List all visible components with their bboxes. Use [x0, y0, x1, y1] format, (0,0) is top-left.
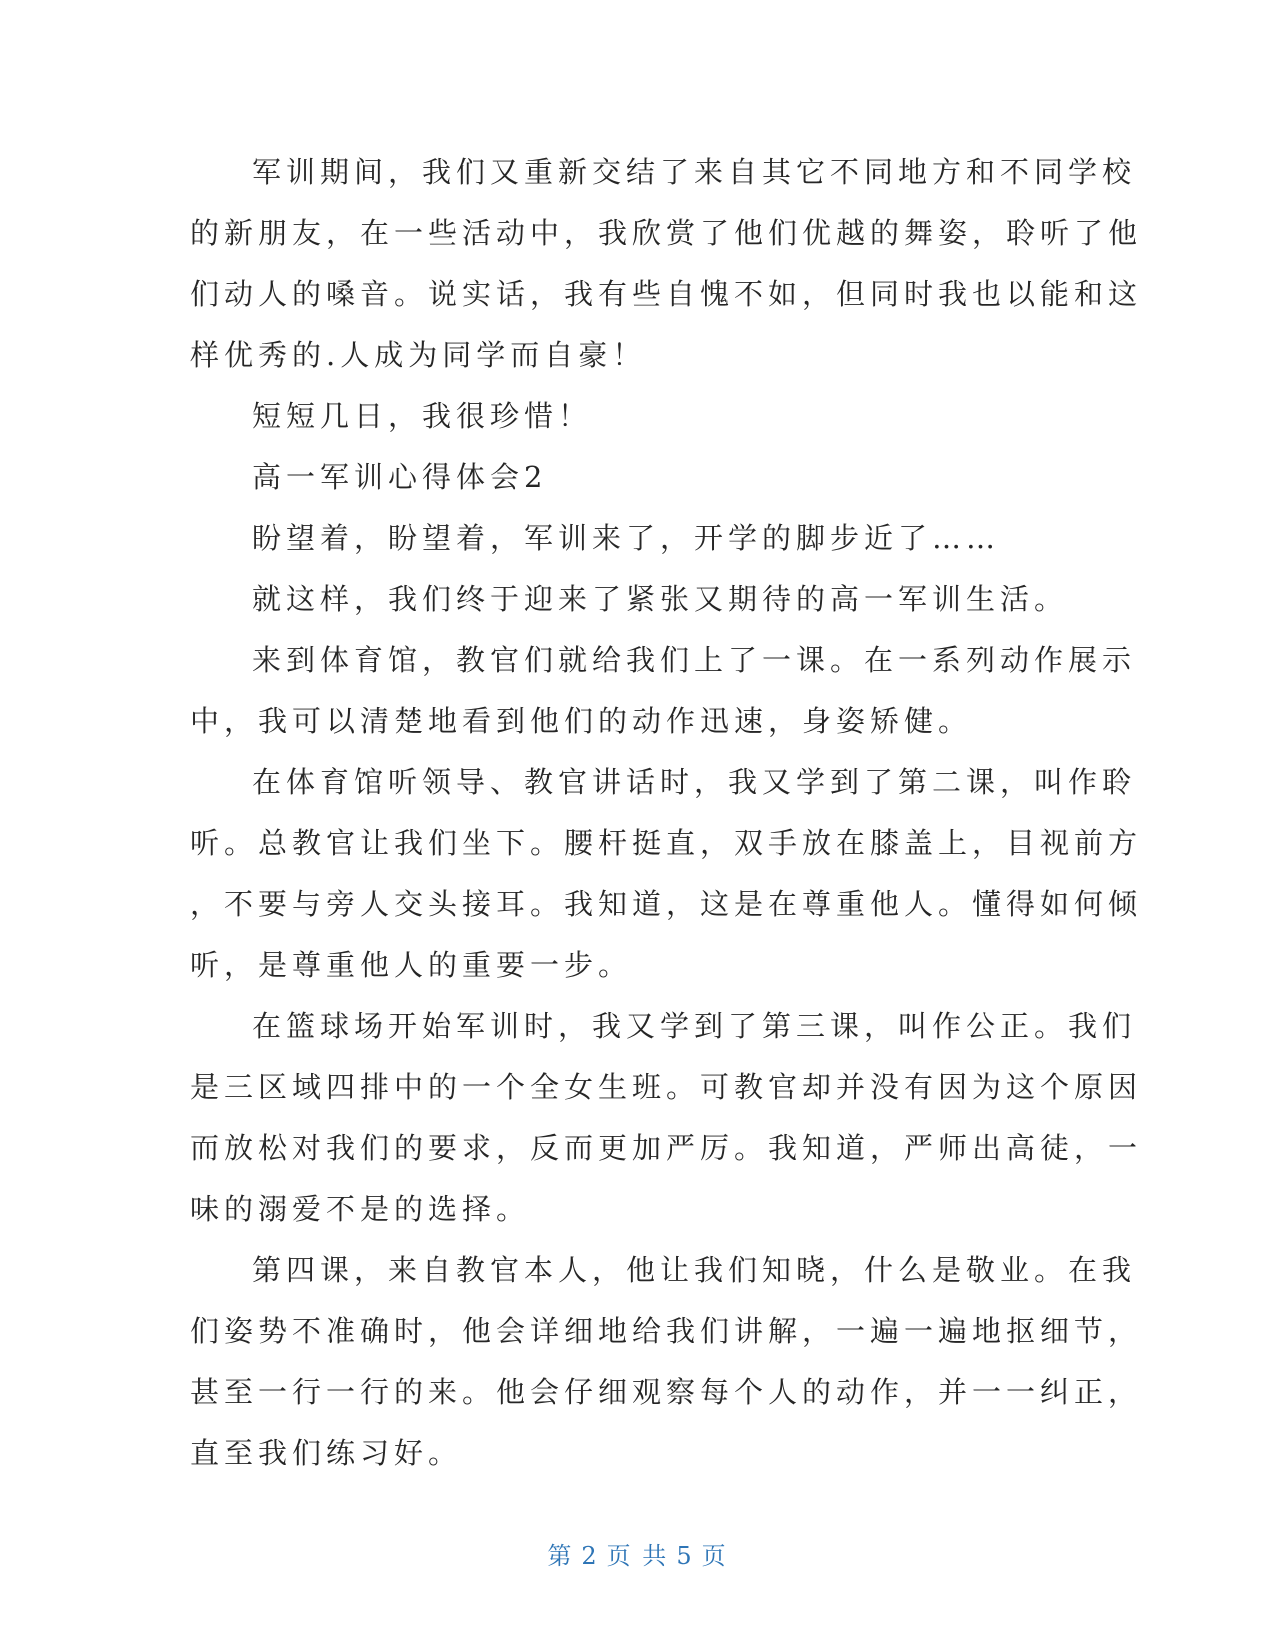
- paragraph: [190, 142, 1143, 386]
- paragraph: [190, 386, 1060, 447]
- paragraph: [190, 508, 1060, 569]
- text-line: 样优秀的.人成为同学而自豪！: [190, 338, 647, 372]
- text-line: 的新朋友，在一些活动中，我欣赏了他们优越的舞姿，聆听了他: [190, 216, 1143, 250]
- text-line: 盼望着，盼望着，军训来了，开学的脚步近了……: [252, 521, 1001, 555]
- text-line: 是三区域四排中的一个全女生班。可教官却并没有因为这个原因: [190, 1070, 1143, 1104]
- text-line: 中，我可以清楚地看到他们的动作迅速，身姿矫健。: [190, 704, 973, 738]
- footer-suffix: 页: [701, 1542, 728, 1570]
- text-line: 们动人的嗓音。说实话，我有些自愧不如，但同时我也以能和这: [190, 277, 1143, 311]
- text-line: 来到体育馆，教官们就给我们上了一课。在一系列动作展示: [252, 643, 1137, 677]
- footer-middle: 页 共: [606, 1542, 669, 1570]
- text-line: 在篮球场开始军训时，我又学到了第三课，叫作公正。我们: [252, 1009, 1137, 1043]
- paragraph: [190, 569, 1069, 630]
- text-line: 直至我们练习好。: [190, 1436, 463, 1470]
- page-footer: [0, 1540, 1275, 1572]
- text-line: 而放松对我们的要求，反而更加严厉。我知道，严师出高徒，一: [190, 1131, 1143, 1165]
- current-page-number: 2: [581, 1542, 599, 1570]
- text-line: 甚至一行一行的来。他会仔细观察每个人的动作，并一一纠正，: [190, 1375, 1143, 1409]
- paragraph: [190, 996, 1143, 1240]
- text-line: 就这样，我们终于迎来了紧张又期待的高一军训生活。: [252, 582, 1069, 616]
- total-page-count: 5: [676, 1542, 694, 1570]
- footer-prefix: 第: [547, 1542, 574, 1570]
- text-line: 们姿势不准确时，他会详细地给我们讲解，一遍一遍地抠细节，: [190, 1314, 1143, 1348]
- text-line: ，不要与旁人交头接耳。我知道，这是在尊重他人。懂得如何倾: [190, 887, 1143, 921]
- section-heading: [190, 447, 1060, 508]
- paragraph: [190, 1240, 1143, 1484]
- text-line: 听。总教官让我们坐下。腰杆挺直，双手放在膝盖上，目视前方: [190, 826, 1143, 860]
- text-line: 短短几日，我很珍惜！: [252, 399, 593, 433]
- text-line: 高一军训心得体会2: [252, 460, 548, 494]
- text-line: 在体育馆听领导、教官讲话时，我又学到了第二课，叫作聆: [252, 765, 1137, 799]
- paragraph: [190, 752, 1143, 996]
- paragraph: [190, 630, 1137, 752]
- text-line: 听，是尊重他人的重要一步。: [190, 948, 633, 982]
- text-line: 味的溺爱不是的选择。: [190, 1192, 531, 1226]
- document-body: [190, 142, 1143, 1484]
- text-line: 军训期间，我们又重新交结了来自其它不同地方和不同学校: [252, 155, 1137, 189]
- text-line: 第四课，来自教官本人，他让我们知晓，什么是敬业。在我: [252, 1253, 1137, 1287]
